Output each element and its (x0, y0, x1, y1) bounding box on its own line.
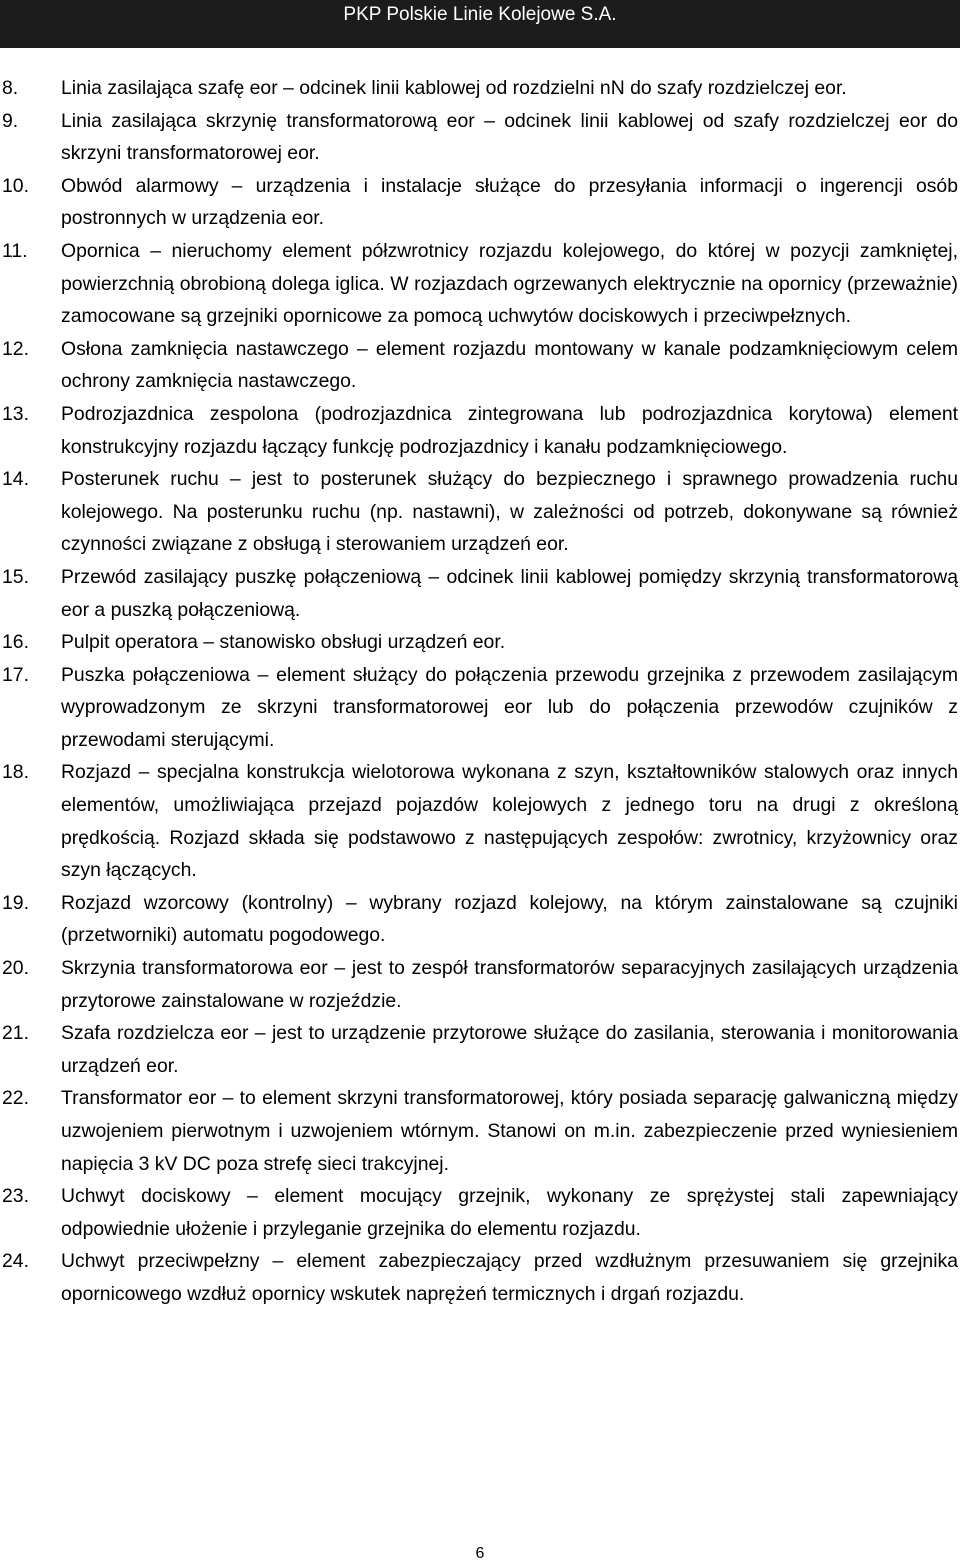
item-number: 15. (2, 565, 29, 588)
item-text: Opornica – nieruchomy element półzwrotnicy rozjazdu kolejowego, do której w pozycji zamkniętej, powierzchnią obrobioną dolega iglica. W rozjazdach ogrzewanych elektrycznie na opornicy (przeważnie) zamocowane są grzejniki opornicowe za pomocą uchwytów dociskowych i przeciwpełznych. (61, 239, 958, 328)
item-text: Linia zasilająca szafę eor – odcinek linii kablowej od rozdzielni nN do szafy rozdzielczej eor. (61, 77, 847, 99)
list-item (0, 72, 960, 105)
item-text: Uchwyt przeciwpełzny – element zabezpieczający przed wzdłużnym przesuwaniem się grzejnika opornicowego wzdłuż opornicy wskutek naprężeń termicznych i drgań rozjazdu. (61, 1250, 958, 1305)
page-header (0, 0, 960, 48)
item-text: Uchwyt dociskowy – element mocujący grzejnik, wykonany ze sprężystej stali zapewniający odpowiednie ułożenie i przyleganie grzejnika do elementu rozjazdu. (61, 1185, 958, 1240)
list-item (0, 170, 960, 235)
item-text: Podrozjazdnica zespolona (podrozjazdnica zintegrowana lub podrozjazdnica korytowa) element konstrukcyjny rozjazdu łączący funkcję podrozjazdnicy i kanału podzamknięciowego. (61, 402, 958, 458)
company-name: PKP Polskie Linie Kolejowe S.A. (343, 4, 617, 25)
list-item (0, 333, 960, 398)
list-item (0, 626, 960, 659)
item-number: 23. (2, 1185, 29, 1208)
list-item (0, 1082, 960, 1180)
list-item (0, 235, 960, 333)
item-text: Linia zasilająca skrzynię transformatorową eor – odcinek linii kablowej od szafy rozdzielczej eor do skrzyni transformatorowej eor. (61, 109, 958, 165)
page-number: 6 (475, 1545, 485, 1562)
item-number: 22. (2, 1087, 29, 1110)
item-number: 12. (2, 337, 29, 360)
item-text: Puszka połączeniowa – element służący do połączenia przewodu grzejnika z przewodem zasilającym wyprowadzonym ze skrzyni transformatorowej eor lub do połączenia przewodów czujników z przewodami sterującymi. (61, 663, 958, 751)
item-number: 11. (2, 239, 28, 262)
item-number: 17. (2, 663, 29, 686)
item-text: Transformator eor – to element skrzyni transformatorowej, który posiada separację galwaniczną między uzwojeniem pierwotnym i uzwojeniem wtórnym. Stanowi on m.in. zabezpieczenie przed wyniesieniem napięcia 3 kV DC poza strefę sieci trakcyjnej. (61, 1087, 958, 1175)
item-number: 10. (2, 174, 29, 197)
list-item (0, 398, 960, 463)
item-text: Skrzynia transformatorowa eor – jest to zespół transformatorów separacyjnych zasilających urządzenia przytorowe zainstalowane w rozjeździe. (61, 957, 958, 1012)
item-text: Pulpit operatora – stanowisko obsługi urządzeń eor. (61, 631, 506, 654)
list-item (0, 659, 960, 757)
item-number: 13. (2, 402, 29, 425)
item-number: 9. (2, 109, 19, 132)
item-number: 21. (2, 1022, 29, 1045)
item-number: 19. (2, 891, 29, 914)
item-number: 16. (2, 631, 29, 654)
item-text: Obwód alarmowy – urządzenia i instalacje służące do przesyłania informacji o ingerencji osób postronnych w urządzenia eor. (61, 174, 958, 230)
item-text: Rozjazd wzorcowy (kontrolny) – wybrany rozjazd kolejowy, na którym zainstalowane są czujniki (przetworniki) automatu pogodowego. (61, 891, 958, 947)
item-number: 14. (2, 468, 29, 491)
list-item (0, 1017, 960, 1082)
list-item (0, 1180, 960, 1245)
list-item (0, 463, 960, 561)
item-text: Posterunek ruchu – jest to posterunek służący do bezpiecznego i sprawnego prowadzenia ruchu kolejowego. Na posterunku ruchu (np. nastawni), w zależności od potrzeb, dokonywane są również czynności związane z obsługą i sterowaniem urządzeń eor. (61, 468, 958, 556)
list-item (0, 105, 960, 170)
list-item (0, 561, 960, 626)
item-text: Przewód zasilający puszkę połączeniową – odcinek linii kablowej pomiędzy skrzynią transformatorową eor a puszką połączeniową. (61, 565, 958, 621)
definition-list (0, 72, 960, 1311)
list-item (0, 952, 960, 1017)
item-text: Osłona zamknięcia nastawczego – element rozjazdu montowany w kanale podzamknięciowym celem ochrony zamknięcia nastawczego. (61, 337, 958, 393)
item-number: 20. (2, 957, 29, 980)
list-item (0, 756, 960, 886)
list-item (0, 887, 960, 952)
item-text: Szafa rozdzielcza eor – jest to urządzenie przytorowe służące do zasilania, sterowania i monitorowania urządzeń eor. (61, 1022, 958, 1077)
item-text: Rozjazd – specjalna konstrukcja wielotorowa wykonana z szyn, kształtowników stalowych oraz innych elementów, umożliwiająca przejazd pojazdów kolejowych z jednego toru na drugi z określoną prędkością. Rozjazd składa się podstawowo z następujących zespołów: zwrotnicy, krzyżownicy oraz szyn łączących. (61, 761, 958, 882)
item-number: 24. (2, 1250, 29, 1273)
item-number: 8. (2, 77, 19, 99)
list-item (0, 1245, 960, 1310)
item-number: 18. (2, 761, 29, 784)
